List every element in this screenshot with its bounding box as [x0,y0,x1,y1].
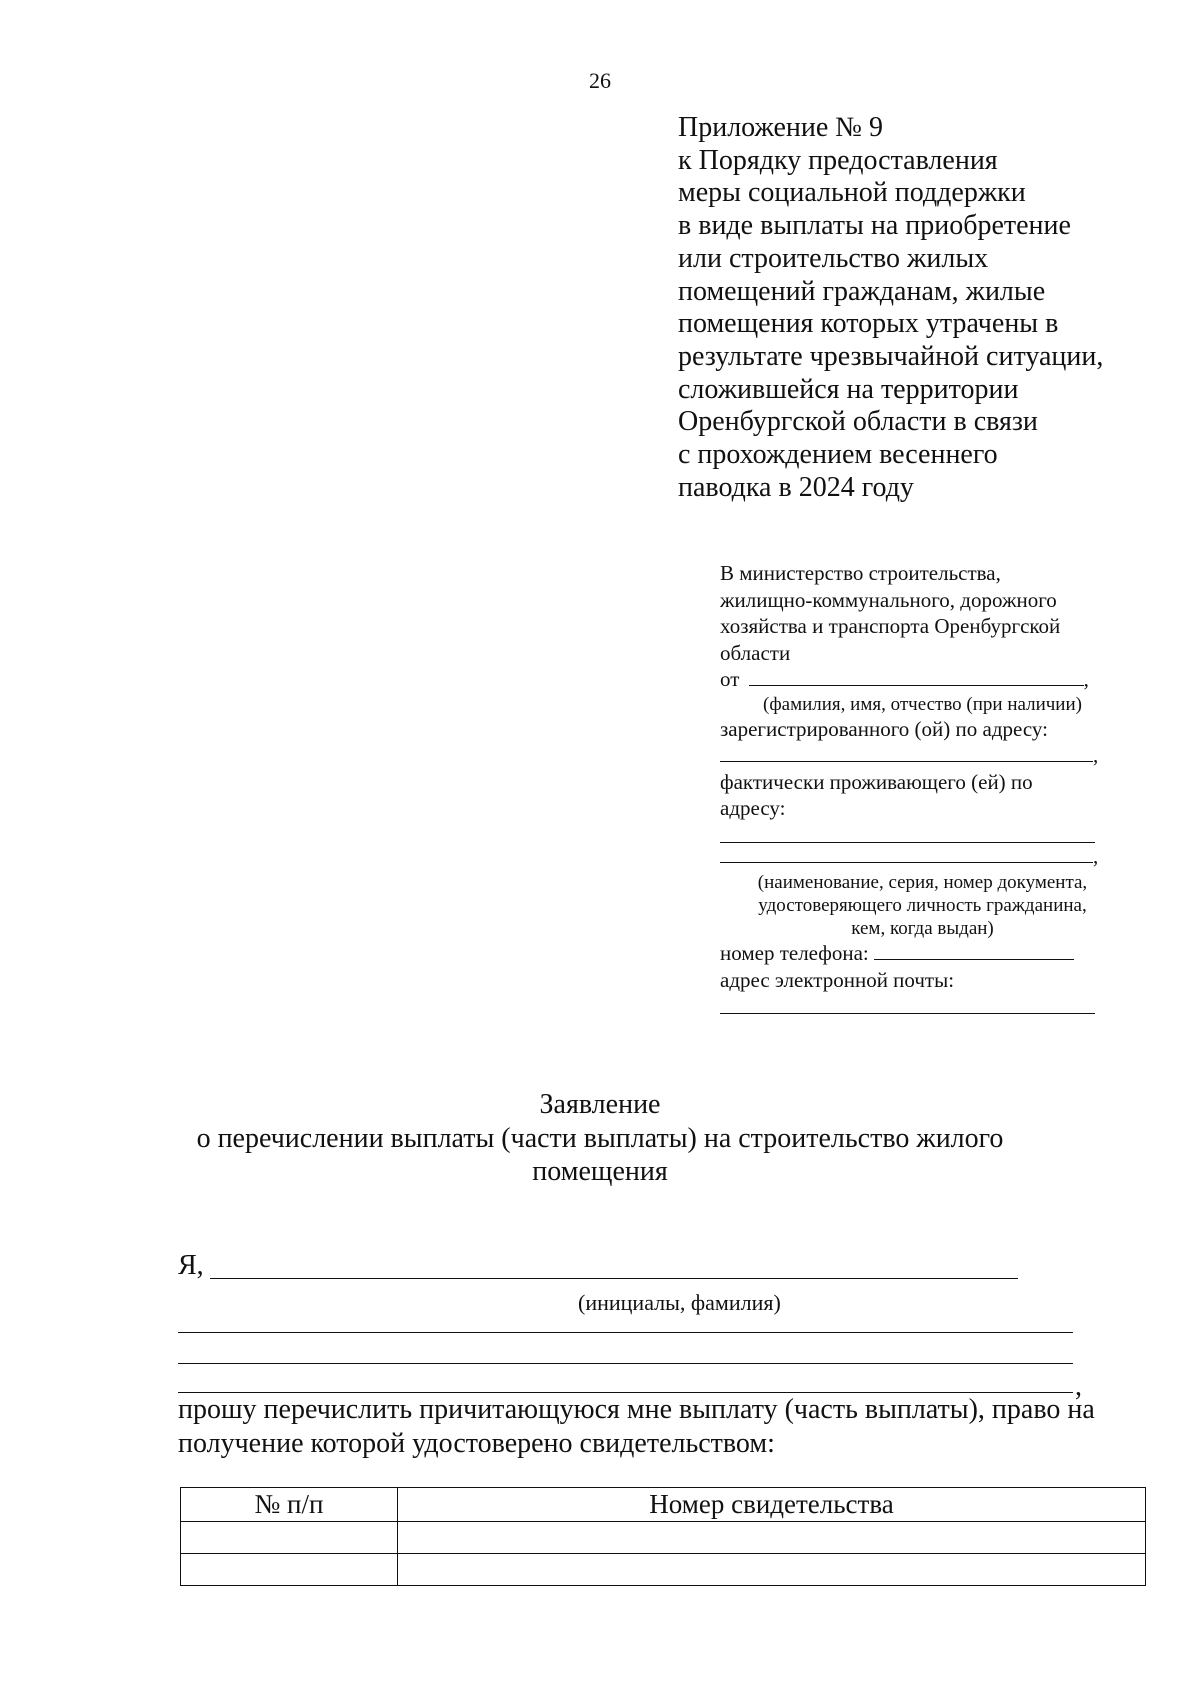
from-label: от [720,667,740,691]
actual-address-field[interactable] [720,822,1095,843]
appendix-header [678,112,1158,504]
page-number: 26 [589,68,611,93]
addressee-line: жилищно-коммунального, дорожного [720,587,1057,612]
ya-label: Я, [178,1250,204,1281]
appendix-line: к Порядку предоставления [678,144,998,176]
appendix-line: с прохождением весеннего [678,439,998,471]
addressee-line: В министерство строительства, [720,561,1001,585]
appendix-line: Приложение № 9 [678,112,883,143]
registered-row [720,742,1115,769]
fio-hint: (фамилия, имя, отчество (при наличии) [763,693,1082,715]
document-title [0,1088,1200,1189]
registered-label: зарегистрированного (ой) по адресу: [720,716,1048,741]
addressee-line: области [720,640,791,665]
applicant-extra-line[interactable] [178,1372,1073,1393]
title-line: Заявление [539,1089,661,1120]
phone-field[interactable] [874,941,1074,960]
appendix-line: Оренбургской области в связи [678,406,1038,438]
table-cell[interactable] [398,1522,1146,1554]
title-line: о перечислении выплаты (части выплаты) на строительство жилого [196,1122,1004,1154]
registered-address-field[interactable] [720,743,1093,762]
document-row [720,843,1115,870]
applicant-name-field[interactable] [210,1278,1018,1279]
document-hint-line: удостоверяющего личность гражданина, [758,895,1087,916]
column-header-number: № п/п [181,1488,398,1522]
appendix-line: помещений гражданам, жилые [678,275,1046,307]
identity-document-field[interactable] [720,844,1093,863]
appendix-line: или строительство жилых [678,242,989,274]
comma: , [1093,843,1099,868]
email-label: адрес электронной почты: [720,967,955,992]
addressee-block [720,560,1115,1014]
appendix-line: результате чрезвычайной ситуации, [678,340,1104,372]
addressee-line: хозяйства и транспорта Оренбургской [720,614,1061,638]
actual-label: фактически проживающего (ей) по [720,769,1033,794]
ya-row [178,1250,1138,1315]
table-header-row [181,1488,1146,1522]
appendix-line: сложившейся на территории [678,373,1019,405]
applicant-extra-line[interactable] [178,1312,1073,1333]
comma: , [1093,743,1099,767]
title-line: помещения [532,1156,668,1187]
from-row [720,666,1115,693]
table-cell[interactable] [398,1554,1146,1586]
column-header-certificate: Номер свидетельства [398,1488,1146,1522]
actual-label: адресу: [720,796,786,820]
certificate-table [180,1487,1146,1586]
appendix-line: меры социальной поддержки [678,177,1026,209]
applicant-block [178,1250,1138,1315]
phone-label: номер телефона: [720,941,869,965]
document-hint-line: (наименование, серия, номер документа, [757,872,1088,893]
document-hint-line: кем, когда выдан) [851,918,994,939]
applicant-extra-line[interactable] [178,1343,1073,1364]
comma: , [1075,1371,1082,1402]
appendix-line: паводка в 2024 году [678,471,914,503]
email-field[interactable] [720,993,1095,1014]
appendix-line: в виде выплаты на приобретение [678,210,1071,242]
table-cell[interactable] [181,1554,398,1586]
table-cell[interactable] [181,1522,398,1554]
table-row [181,1554,1146,1586]
appendix-line: помещения которых утрачены в [678,308,1059,340]
table-row [181,1522,1146,1554]
document-hint [720,871,1115,940]
phone-row [720,940,1115,967]
comma: , [1083,667,1089,691]
initials-hint: (инициалы, фамилия) [578,1290,781,1315]
from-fio-field[interactable] [749,667,1084,686]
request-text: прошу перечислить причитающуюся мне выплату (часть выплаты), право на получение которой удостоверено свидетельством: [178,1394,1095,1459]
